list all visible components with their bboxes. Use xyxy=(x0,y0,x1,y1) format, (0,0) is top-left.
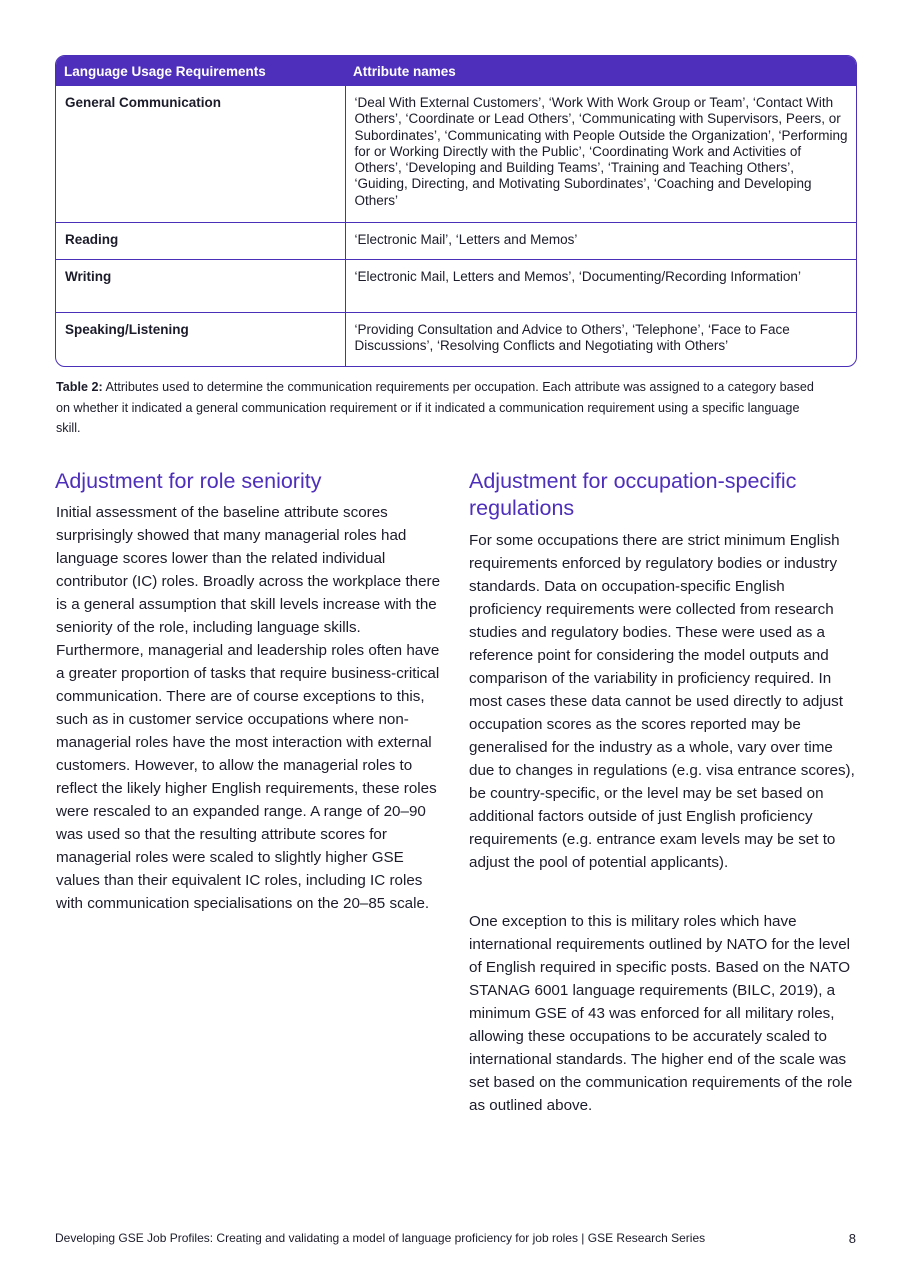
table-cell-attributes: ‘Electronic Mail’, ‘Letters and Memos’ xyxy=(345,223,856,260)
table-header-row xyxy=(56,56,856,86)
table-cell-category: Writing xyxy=(56,260,345,313)
right-section-heading: Adjustment for occupation-specific regulations xyxy=(469,469,797,520)
table-cell-attributes: ‘Deal With External Customers’, ‘Work With Work Group or Team’, ‘Contact With Others’, ‘Coordinate or Lead Others’, ‘Communicating with Supervisors, Peers, or Subordinates’, ‘Communicating with People Outside the Organization’, ‘Performing for or Working Directly with the Public’, ‘Coordinating Work and Activities of Others’, ‘Developing and Building Teams’, ‘Training and Teaching Others’, ‘Guiding, Directing, and Motivating Subordinates’, ‘Coaching and Developing Others’ xyxy=(345,86,856,223)
left-section-paragraph: Initial assessment of the baseline attribute scores surprisingly showed that many managerial roles had language scores lower than the related individual contributor (IC) roles. Broadly across the workplace there is a general assumption that skill levels increase with the seniority of the role, including language skills. Furthermore, managerial and leadership roles often have a greater proportion of tasks that require business-critical communication. There are of course exceptions to this, such as in customer service occupations where non-managerial roles have the most interaction with external customers. However, to allow the managerial roles to reflect the likely higher English requirements, these roles were rescaled to an expanded range. A range of 20–90 was used so that the resulting attribute scores for managerial roles were scaled to slightly higher GSE values than their equivalent IC roles, including IC roles with communication specialisations on the 20–85 scale. xyxy=(56,504,441,912)
right-section-paragraph-2: One exception to this is military roles which have international requirements outlined by NATO for the level of English required in specific posts. Based on the NATO STANAG 6001 language requirements (BILC, 2019), a minimum GSE of 43 was enforced for all military roles, allowing these occupations to be accurately scaled to international standards. The higher end of the scale was set based on the communication requirements of the role as outlined above. xyxy=(469,913,853,1114)
table-row xyxy=(56,260,856,313)
right-section-paragraph-1: For some occupations there are strict minimum English requirements enforced by regulatory bodies or industry standards. Data on occupation-specific English proficiency requirements were collected from research studies and regulatory bodies. These were used as a reference point for considering the model outputs and comparison of the variability in proficiency required. In most cases these data cannot be used directly to adjust occupation scores as the scores reported may be generalised for the industry as a whole, vary over time due to changes in regulations (e.g. visa entrance scores), be country-specific, or the level may be set based on additional factors outside of just English proficiency requirements (e.g. entrance exam levels may be set to adjust the pool of potential applicants). xyxy=(469,532,855,871)
left-section-heading: Adjustment for role seniority xyxy=(55,469,322,493)
table-cell-category: Reading xyxy=(56,223,345,260)
attributes-table xyxy=(55,55,857,367)
table-cell-category: Speaking/Listening xyxy=(56,313,345,366)
page-number: 8 xyxy=(848,1231,856,1246)
table-header-attributes: Attribute names xyxy=(345,56,856,86)
table-cell-attributes: ‘Electronic Mail, Letters and Memos’, ‘Documenting/Recording Information’ xyxy=(345,260,856,313)
table-row xyxy=(56,313,856,366)
table-cell-attributes: ‘Providing Consultation and Advice to Others’, ‘Telephone’, ‘Face to Face Discussions’, ‘Resolving Conflicts and Negotiating with Others’ xyxy=(345,313,856,366)
caption-text: Attributes used to determine the communication requirements per occupation. Each attribute was assigned to a category based on whether it indicated a general communication requirement or if it indicated a communication requirement using a specific language skill. xyxy=(56,380,814,435)
table-cell-category: General Communication xyxy=(56,86,345,223)
table-header-category: Language Usage Requirements xyxy=(56,56,345,86)
table-row xyxy=(56,86,856,223)
footer-text: Developing GSE Job Profiles: Creating and validating a model of language proficiency for job roles | GSE Research Series xyxy=(55,1231,706,1245)
table-caption xyxy=(56,377,826,439)
caption-label: Table 2: xyxy=(56,380,103,394)
table-row xyxy=(56,223,856,260)
